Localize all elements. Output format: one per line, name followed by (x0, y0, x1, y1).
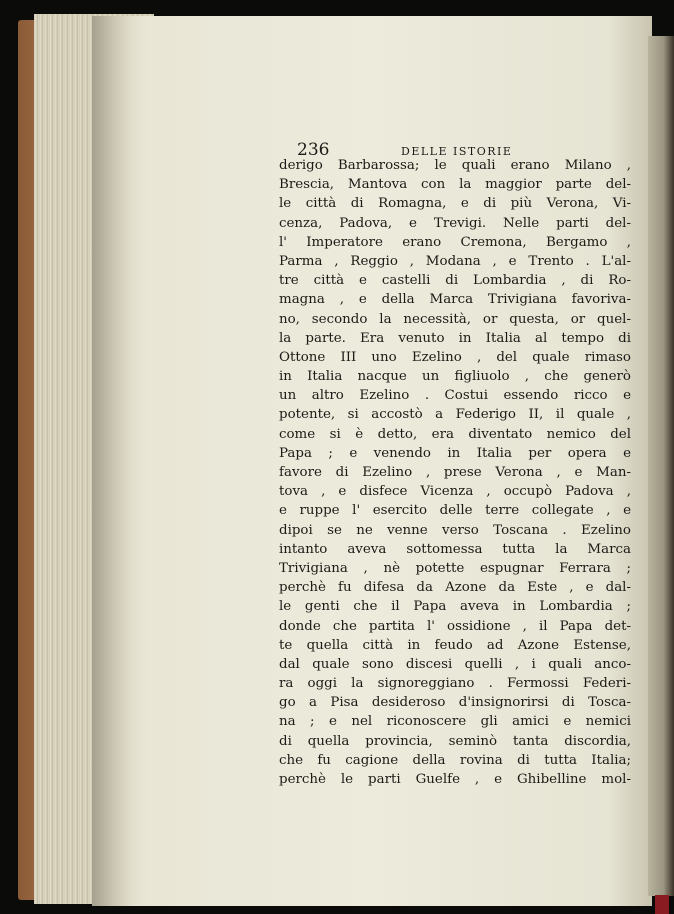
right-page-edge (648, 36, 674, 896)
text-line: Brescia, Mantova con la maggior parte del- (279, 177, 631, 193)
red-marker (655, 895, 669, 914)
text-line: tova , e disfece Vicenza , occupò Padova , (279, 484, 631, 500)
text-line: e ruppe l' esercito delle terre collegate , e (279, 503, 631, 519)
text-line: derigo Barbarossa; le quali erano Milano , (279, 158, 631, 173)
text-line: Trivigiana , nè potette espugnar Ferrara ; (279, 560, 631, 576)
text-line: te quella città in feudo ad Azone Estense, (279, 637, 631, 653)
text-line: come si è detto, era diventato nemico del (279, 426, 631, 442)
text-line: Ottone III uno Ezelino , del quale rimaso (279, 349, 631, 365)
text-line: favore di Ezelino , prese Verona , e Man- (279, 465, 631, 480)
text-line: Parma , Reggio , Modana , e Trento . L'al- (279, 253, 631, 269)
text-line: la parte. Era venuto in Italia al tempo di (279, 330, 631, 346)
text-line: na ; e nel riconoscere gli amici e nemici (279, 714, 631, 730)
text-line: Papa ; e venendo in Italia per opera e (279, 445, 631, 461)
text-line: l' Imperatore erano Cremona, Bergamo , (279, 234, 631, 250)
text-line: potente, si accostò a Federigo II, il quale , (279, 407, 631, 423)
text-line: un altro Ezelino . Costui essendo ricco e (279, 388, 631, 404)
text-line: che fu cagione della rovina di tutta Italia; (279, 752, 631, 768)
text-line: ra oggi la signoreggiano . Fermossi Federi- (279, 676, 631, 692)
text-line: perchè fu difesa da Azone da Este , e dal- (279, 580, 631, 596)
text-line: donde che partita l' ossidione , il Papa det- (279, 618, 631, 634)
text-line: tre città e castelli di Lombardia , di Ro- (279, 273, 631, 289)
text-line: in Italia nacque un figliuolo , che generò (279, 369, 631, 385)
text-line: le genti che il Papa aveva in Lombardia ; (279, 599, 631, 615)
text-line: go a Pisa desideroso d'insignorirsi di Tosca- (279, 695, 631, 711)
text-line: intanto aveva sottomessa tutta la Marca (279, 541, 631, 557)
text-line: no, secondo la necessità, or questa, or quel- (279, 311, 631, 327)
gutter-shadow (92, 16, 132, 906)
text-line: di quella provincia, seminò tanta discordia, (279, 733, 631, 749)
text-line: dal quale sono discesi quelli , i quali anco- (279, 656, 631, 672)
text-line: dipoi se ne venne verso Toscana . Ezelino (279, 522, 631, 538)
running-head: DELLE ISTORIE (401, 145, 513, 158)
text-line: magna , e della Marca Trivigiana favoriva- (279, 292, 631, 308)
text-line: perchè le parti Guelfe , e Ghibelline mol- (279, 772, 631, 787)
text-line: cenza, Padova, e Trevigi. Nelle parti del- (279, 215, 631, 231)
body-text (279, 156, 631, 789)
page-number: 236 (297, 140, 330, 160)
text-line: le città di Romagna, e di più Verona, Vi- (279, 196, 631, 212)
